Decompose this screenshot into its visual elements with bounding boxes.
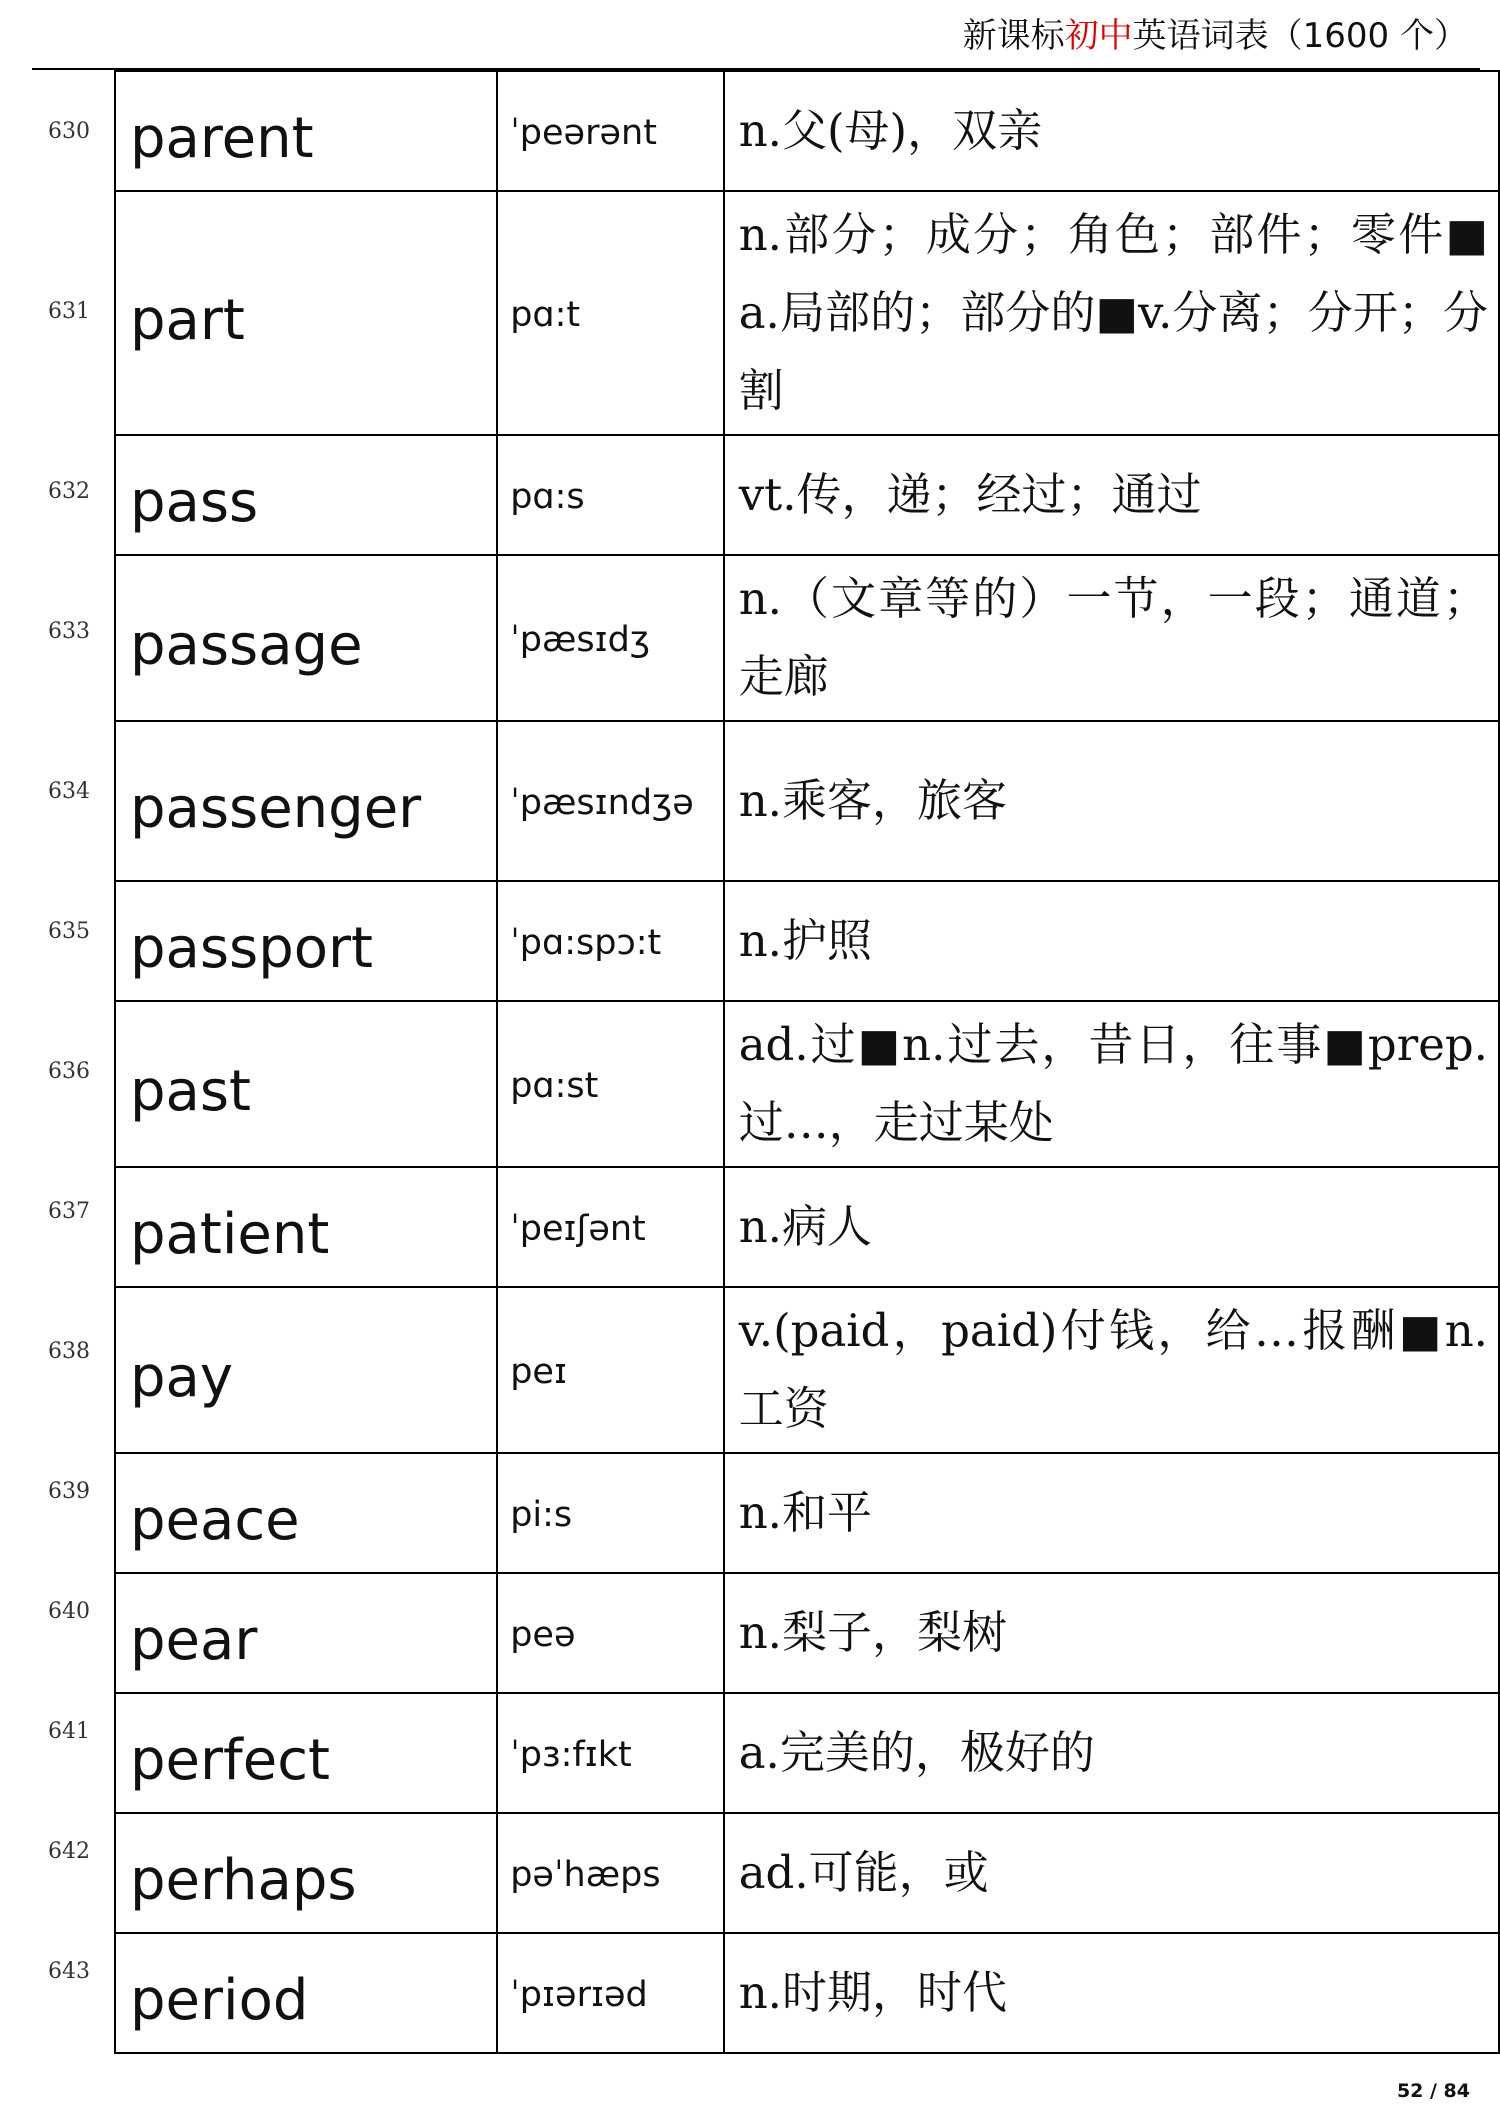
- meaning-cell: [724, 71, 1499, 191]
- entry-number: 634: [48, 779, 90, 804]
- entry-number: 640: [48, 1599, 90, 1624]
- word-cell: [115, 555, 497, 721]
- phonetic-cell: [497, 435, 724, 555]
- entry-number: 635: [48, 919, 90, 944]
- entry-number: 641: [48, 1719, 90, 1744]
- phonetic-cell: [497, 721, 724, 881]
- phonetic-text: pɑ:st: [510, 1066, 599, 1106]
- entry-number: 636: [48, 1059, 90, 1084]
- phonetic-cell: [497, 1813, 724, 1933]
- phonetic-text: pi:s: [510, 1495, 573, 1535]
- word-text: passport: [130, 916, 374, 981]
- word-cell: [115, 1573, 497, 1693]
- word-cell: [115, 1693, 497, 1813]
- phonetic-cell: [497, 1001, 724, 1167]
- phonetic-text: ˈpæsɪndʒə: [510, 783, 694, 823]
- page-header: [0, 10, 1468, 62]
- meaning-text: vt.传，递；经过；通过: [738, 468, 1202, 521]
- meaning-cell: [724, 1813, 1499, 1933]
- phonetic-cell: [497, 881, 724, 1001]
- entry-number: 630: [48, 119, 90, 144]
- entry-number: 633: [48, 619, 90, 644]
- word-text: peace: [130, 1488, 300, 1553]
- word-cell: [115, 721, 497, 881]
- phonetic-cell: [497, 71, 724, 191]
- phonetic-cell: [497, 191, 724, 435]
- entry-number: 643: [48, 1959, 90, 1984]
- phonetic-cell: [497, 1453, 724, 1573]
- phonetic-cell: [497, 1167, 724, 1287]
- meaning-text: a.完美的，极好的: [738, 1726, 1095, 1779]
- table-row: [115, 721, 1499, 881]
- meaning-cell: [724, 1693, 1499, 1813]
- meaning-text: n.护照: [738, 914, 872, 967]
- meaning-text: n.时期，时代: [738, 1966, 1007, 2019]
- word-text: perhaps: [130, 1848, 357, 1913]
- word-cell: [115, 1933, 497, 2053]
- meaning-cell: [724, 191, 1499, 435]
- meaning-text: n.梨子，梨树: [738, 1606, 1007, 1659]
- meaning-cell: [724, 721, 1499, 881]
- word-cell: [115, 881, 497, 1001]
- word-text: pear: [130, 1608, 258, 1673]
- word-text: parent: [130, 106, 314, 171]
- entry-number: 632: [48, 479, 90, 504]
- phonetic-text: pəˈhæps: [510, 1855, 661, 1895]
- word-text: passenger: [130, 776, 422, 841]
- meaning-text: n.和平: [738, 1486, 872, 1539]
- word-cell: [115, 1813, 497, 1933]
- phonetic-cell: [497, 555, 724, 721]
- phonetic-text: pɑ:t: [510, 295, 581, 335]
- phonetic-cell: [497, 1693, 724, 1813]
- word-cell: [115, 71, 497, 191]
- meaning-text: n.（文章等的）一节，一段；通道；走廊: [738, 572, 1488, 703]
- word-cell: [115, 435, 497, 555]
- word-text: period: [130, 1968, 309, 2033]
- word-text: passage: [130, 613, 363, 678]
- phonetic-text: peɪ: [510, 1352, 567, 1392]
- phonetic-text: ˈpeɪʃənt: [510, 1209, 646, 1249]
- meaning-cell: [724, 1287, 1499, 1453]
- word-text: past: [130, 1059, 251, 1124]
- table-row: [115, 1001, 1499, 1167]
- entry-number: 642: [48, 1839, 90, 1864]
- entry-number: 631: [48, 299, 90, 324]
- table-row: [115, 1287, 1499, 1453]
- meaning-cell: [724, 1933, 1499, 2053]
- word-cell: [115, 1167, 497, 1287]
- vocabulary-table: [114, 70, 1500, 2054]
- table-row: [115, 1693, 1499, 1813]
- meaning-text: ad.可能，或: [738, 1846, 989, 1899]
- table-row: [115, 1813, 1499, 1933]
- table-row: [115, 71, 1499, 191]
- table-row: [115, 435, 1499, 555]
- meaning-cell: [724, 1573, 1499, 1693]
- meaning-cell: [724, 1001, 1499, 1167]
- table-row: [115, 191, 1499, 435]
- word-text: pass: [130, 470, 259, 535]
- entry-number: 637: [48, 1199, 90, 1224]
- word-cell: [115, 1453, 497, 1573]
- phonetic-cell: [497, 1933, 724, 2053]
- phonetic-text: ˈpeərənt: [510, 113, 657, 153]
- meaning-text: n.部分；成分；角色；部件；零件■a.局部的；部分的■v.分离；分开；分割: [738, 208, 1488, 417]
- phonetic-text: pɑ:s: [510, 477, 585, 517]
- page-number: 52 / 84: [1396, 2080, 1470, 2102]
- entry-number: 638: [48, 1339, 90, 1364]
- meaning-cell: [724, 881, 1499, 1001]
- phonetic-cell: [497, 1573, 724, 1693]
- word-cell: [115, 191, 497, 435]
- meaning-text: ad.过■n.过去，昔日，往事■prep.过…，走过某处: [738, 1018, 1488, 1149]
- table-row: [115, 555, 1499, 721]
- header-title-prefix: 新课标: [962, 16, 1065, 56]
- word-cell: [115, 1001, 497, 1167]
- phonetic-text: peə: [510, 1615, 576, 1655]
- word-text: patient: [130, 1202, 330, 1267]
- meaning-text: n.病人: [738, 1200, 872, 1253]
- meaning-cell: [724, 1453, 1499, 1573]
- table-row: [115, 1167, 1499, 1287]
- meaning-cell: [724, 555, 1499, 721]
- table-row: [115, 1933, 1499, 2053]
- phonetic-text: ˈpæsɪdʒ: [510, 620, 651, 660]
- meaning-cell: [724, 435, 1499, 555]
- table-row: [115, 1573, 1499, 1693]
- table-row: [115, 1453, 1499, 1573]
- phonetic-cell: [497, 1287, 724, 1453]
- phonetic-text: ˈpɪərɪəd: [510, 1975, 648, 2015]
- phonetic-text: ˈpɑ:spɔ:t: [510, 923, 662, 963]
- meaning-cell: [724, 1167, 1499, 1287]
- phonetic-text: ˈpɜ:fɪkt: [510, 1735, 632, 1775]
- meaning-text: n.乘客，旅客: [738, 774, 1007, 827]
- word-text: part: [130, 288, 245, 353]
- meaning-text: v.(paid，paid)付钱，给…报酬■n.工资: [738, 1304, 1488, 1435]
- word-cell: [115, 1287, 497, 1453]
- table-row: [115, 881, 1499, 1001]
- meaning-text: n.父(母)，双亲: [738, 104, 1043, 157]
- header-title-highlight: 初中: [1064, 16, 1133, 56]
- entry-number: 639: [48, 1479, 90, 1504]
- header-title-suffix: 英语词表（1600 个）: [1132, 16, 1468, 56]
- word-text: perfect: [130, 1728, 330, 1793]
- word-text: pay: [130, 1345, 234, 1410]
